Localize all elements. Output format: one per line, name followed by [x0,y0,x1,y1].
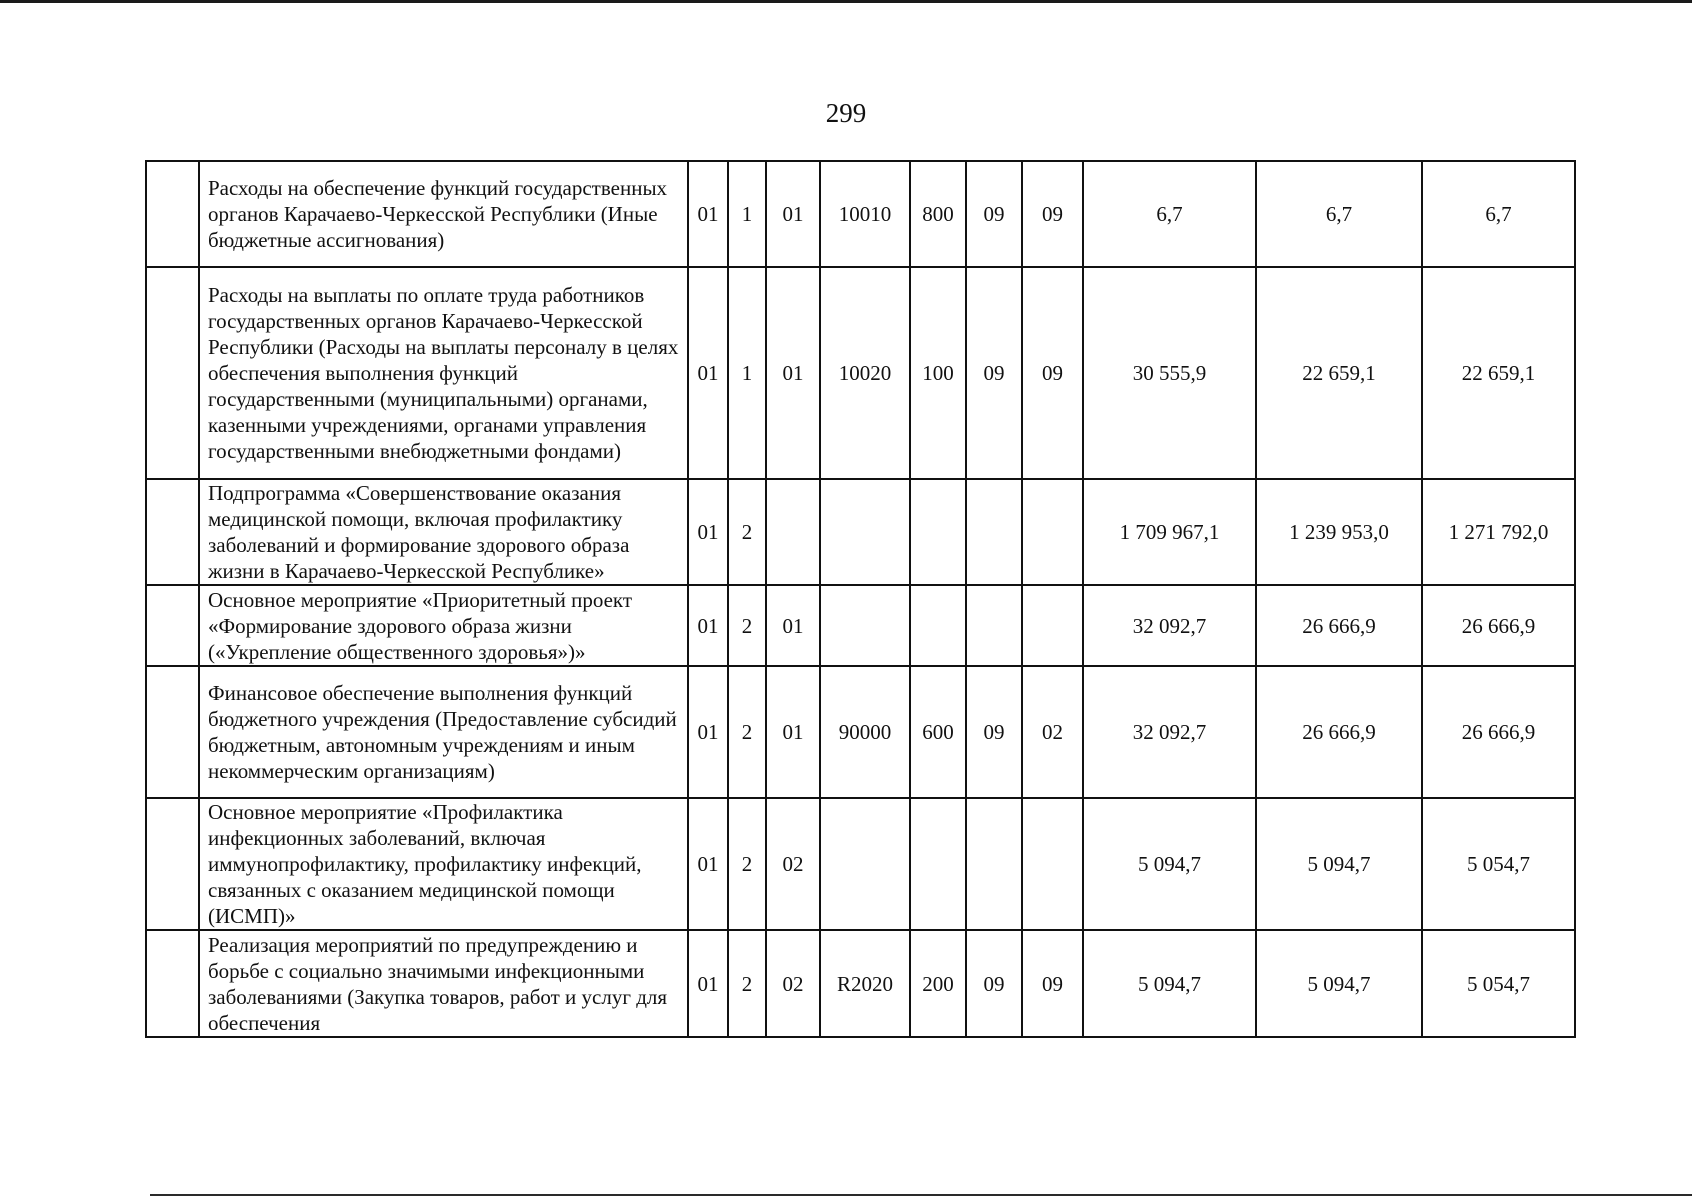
amount-1-cell: 30 555,9 [1083,267,1256,479]
amount-3-cell: 5 054,7 [1422,930,1575,1037]
description-cell: Расходы на выплаты по оплате труда работников государственных органов Карачаево-Черкесской Республики (Расходы на выплаты персоналу в целях обеспечения выполнения функций государственными (муниципальными) органами, казенными учреждениями, органами управления государственными внебюджетными фондами) [199,267,688,479]
direction-code-cell [820,479,910,585]
expense-type-cell [910,798,966,930]
amount-1-cell: 5 094,7 [1083,798,1256,930]
row-number-cell [146,479,199,585]
measure-code-cell: 01 [766,666,820,798]
subsection-code-cell [1022,479,1083,585]
subsection-code-cell [1022,798,1083,930]
table-row [146,798,1575,930]
table-row [146,930,1575,1037]
table-row [146,479,1575,585]
amount-1-cell: 1 709 967,1 [1083,479,1256,585]
program-code-cell: 01 [688,798,728,930]
table-row [146,267,1575,479]
amount-2-cell: 26 666,9 [1256,585,1422,666]
amount-2-cell: 22 659,1 [1256,267,1422,479]
section-code-cell [966,479,1022,585]
subprogram-code-cell: 2 [728,798,766,930]
description-cell: Основное мероприятие «Приоритетный проект «Формирование здорового образа жизни («Укрепление общественного здоровья»)» [199,585,688,666]
row-number-cell [146,161,199,267]
amount-1-cell: 5 094,7 [1083,930,1256,1037]
row-number-cell [146,666,199,798]
amount-2-cell: 5 094,7 [1256,798,1422,930]
subprogram-code-cell: 2 [728,479,766,585]
description-cell: Расходы на обеспечение функций государственных органов Карачаево-Черкесской Республики (Иные бюджетные ассигнования) [199,161,688,267]
amount-2-cell: 1 239 953,0 [1256,479,1422,585]
description-cell: Основное мероприятие «Профилактика инфекционных заболеваний, включая иммунопрофилактику, профилактику инфекций, связанных с оказанием медицинской помощи (ИСМП)» [199,798,688,930]
direction-code-cell: 10020 [820,267,910,479]
budget-table [145,160,1576,1038]
program-code-cell: 01 [688,267,728,479]
program-code-cell: 01 [688,585,728,666]
amount-3-cell: 26 666,9 [1422,666,1575,798]
section-code-cell: 09 [966,666,1022,798]
description-cell: Подпрограмма «Совершенствование оказания медицинской помощи, включая профилактику заболеваний и формирование здорового образа жизни в Карачаево-Черкесской Республике» [199,479,688,585]
amount-1-cell: 6,7 [1083,161,1256,267]
direction-code-cell: 10010 [820,161,910,267]
subprogram-code-cell: 2 [728,666,766,798]
amount-1-cell: 32 092,7 [1083,666,1256,798]
row-number-cell [146,798,199,930]
expense-type-cell [910,479,966,585]
section-code-cell [966,585,1022,666]
row-number-cell [146,585,199,666]
program-code-cell: 01 [688,930,728,1037]
amount-3-cell: 1 271 792,0 [1422,479,1575,585]
subsection-code-cell: 09 [1022,161,1083,267]
section-code-cell: 09 [966,267,1022,479]
amount-3-cell: 6,7 [1422,161,1575,267]
amount-1-cell: 32 092,7 [1083,585,1256,666]
measure-code-cell [766,479,820,585]
expense-type-cell: 600 [910,666,966,798]
subprogram-code-cell: 1 [728,161,766,267]
page-top-edge [0,0,1692,3]
amount-2-cell: 26 666,9 [1256,666,1422,798]
direction-code-cell: R2020 [820,930,910,1037]
amount-2-cell: 5 094,7 [1256,930,1422,1037]
expense-type-cell: 200 [910,930,966,1037]
amount-3-cell: 22 659,1 [1422,267,1575,479]
subprogram-code-cell: 1 [728,267,766,479]
direction-code-cell [820,798,910,930]
description-cell: Финансовое обеспечение выполнения функций бюджетного учреждения (Предоставление субсидий бюджетным, автономным учреждениям и иным некоммерческим организациям) [199,666,688,798]
subsection-code-cell [1022,585,1083,666]
direction-code-cell: 90000 [820,666,910,798]
program-code-cell: 01 [688,479,728,585]
description-cell: Реализация мероприятий по предупреждению и борьбе с социально значимыми инфекционными заболеваниями (Закупка товаров, работ и услуг для обеспечения [199,930,688,1037]
amount-3-cell: 26 666,9 [1422,585,1575,666]
amount-2-cell: 6,7 [1256,161,1422,267]
measure-code-cell: 02 [766,798,820,930]
subprogram-code-cell: 2 [728,585,766,666]
measure-code-cell: 01 [766,267,820,479]
row-number-cell [146,930,199,1037]
measure-code-cell: 01 [766,161,820,267]
expense-type-cell: 800 [910,161,966,267]
subsection-code-cell: 09 [1022,267,1083,479]
amount-3-cell: 5 054,7 [1422,798,1575,930]
measure-code-cell: 02 [766,930,820,1037]
table-row [146,666,1575,798]
section-code-cell: 09 [966,930,1022,1037]
page-bottom-edge [150,1194,1692,1196]
direction-code-cell [820,585,910,666]
section-code-cell: 09 [966,161,1022,267]
program-code-cell: 01 [688,666,728,798]
section-code-cell [966,798,1022,930]
table-row [146,585,1575,666]
subsection-code-cell: 02 [1022,666,1083,798]
measure-code-cell: 01 [766,585,820,666]
page-number: 299 [825,98,867,128]
subsection-code-cell: 09 [1022,930,1083,1037]
expense-type-cell: 100 [910,267,966,479]
expense-type-cell [910,585,966,666]
table-row [146,161,1575,267]
row-number-cell [146,267,199,479]
program-code-cell: 01 [688,161,728,267]
subprogram-code-cell: 2 [728,930,766,1037]
